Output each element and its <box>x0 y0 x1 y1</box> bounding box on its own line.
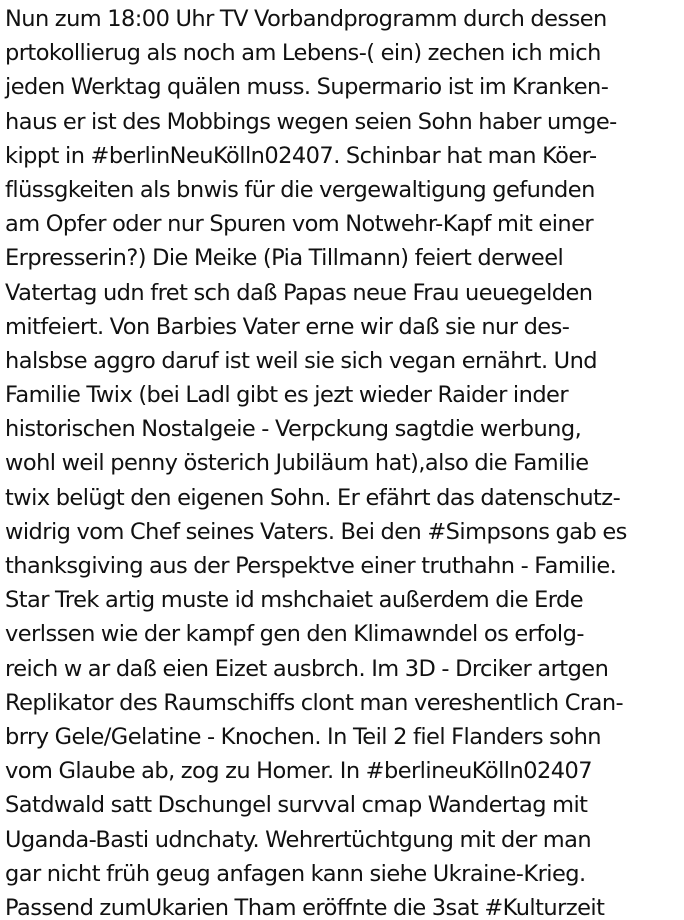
text-line: haus er ist des Mobbings wegen seien Sohn haber umge- <box>5 108 617 135</box>
text-line: Replikator des Raumschiffs clont man vereshentlich Cran- <box>5 689 624 716</box>
text-line: Nun zum 18:00 Uhr TV Vorbandprogramm durch dessen <box>5 6 607 32</box>
text-body <box>5 2 684 920</box>
text-line: prtokollierug als noch am Lebens-( ein) zechen ich mich <box>5 40 601 67</box>
text-line: kippt in #berlinNeuKölln02407. Schinbar hat man Köer- <box>5 142 597 169</box>
text-line: Vatertag udn fret sch daß Papas neue Frau ueuegelden <box>5 279 593 306</box>
text-line: thanksgiving aus der Perspektve einer truthahn - Familie. <box>5 553 617 579</box>
text-line: Passend zumUkarien Tham eröffnte die 3sat #Kulturzeit <box>5 894 605 920</box>
text-line: Uganda-Basti udnchaty. Wehrertüchtgung mit der man <box>5 826 592 853</box>
text-line: widrig vom Chef seines Vaters. Bei den #Simpsons gab es <box>5 518 627 545</box>
text-line: Star Trek artig muste id mshchaiet außerdem die Erde <box>5 587 584 614</box>
text-line: reich w ar daß eien Eizet ausbrch. Im 3D - Drciker artgen <box>5 655 609 682</box>
text-line: verlssen wie der kampf gen den Klimawndel os erfolg- <box>5 621 584 648</box>
text-line: twix belügt den eigenen Sohn. Er efährt das datenschutz- <box>5 484 621 511</box>
text-line: Erpresserin?) Die Meike (Pia Tillmann) feiert derweel <box>5 245 564 272</box>
text-line: jeden Werktag quälen muss. Supermario ist im Kranken- <box>5 74 609 101</box>
text-line: am Opfer oder nur Spuren vom Notwehr-Kapf mit einer <box>5 211 594 238</box>
text-line: halsbse aggro daruf ist weil sie sich vegan ernährt. Und <box>5 347 598 374</box>
text-line: gar nicht früh geug anfagen kann siehe Ukraine-Krieg. <box>5 860 586 887</box>
text-line: Satdwald satt Dschungel survval cmap Wandertag mit <box>5 792 588 819</box>
text-line: mitfeiert. Von Barbies Vater erne wir daß sie nur des- <box>5 313 570 340</box>
text-line: brry Gele/Gelatine - Knochen. In Teil 2 fiel Flanders sohn <box>5 723 601 750</box>
text-line: historischen Nostalgeie - Verpckung sagtdie werbung, <box>5 416 582 443</box>
text-line: Familie Twix (bei Ladl gibt es jezt wieder Raider inder <box>5 382 569 409</box>
text-line: vom Glaube ab, zog zu Homer. In #berlineuKölln02407 <box>5 758 593 785</box>
text-line: wohl weil penny österich Jubiläum hat),also die Familie <box>5 450 589 477</box>
text-line: flüssgkeiten als bnwis für die vergewaltigung gefunden <box>5 176 595 203</box>
